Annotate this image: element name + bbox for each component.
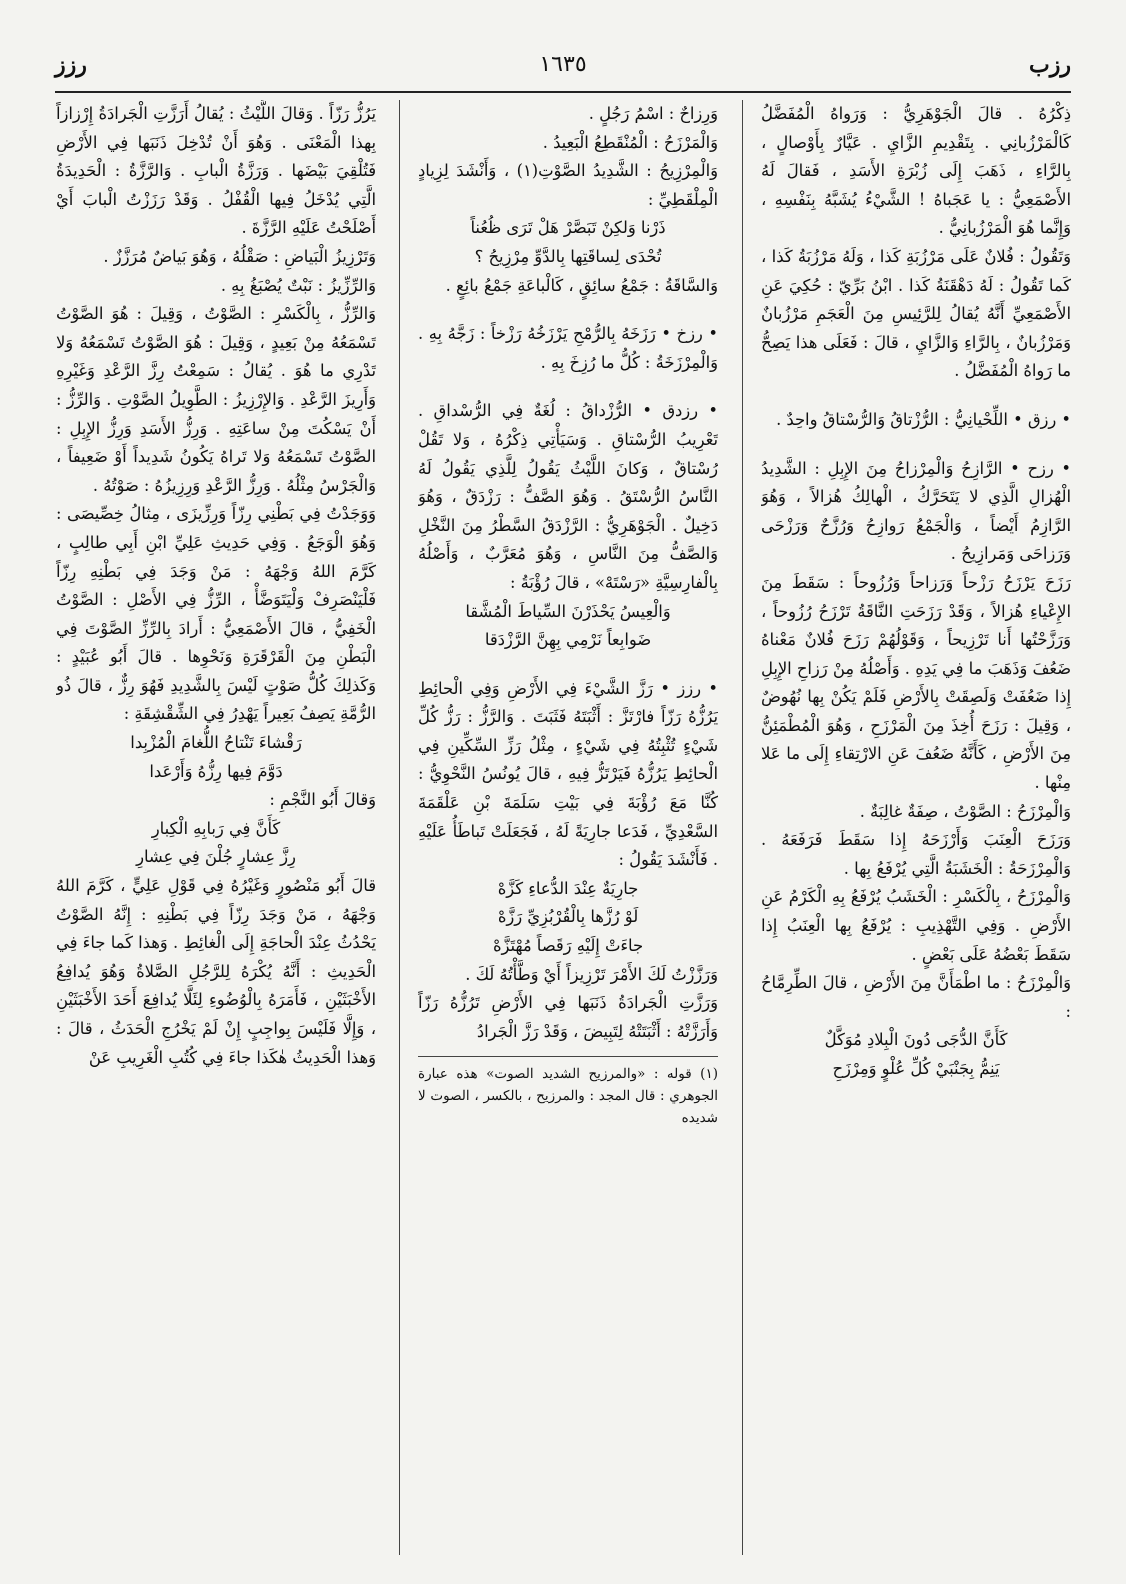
entry-paragraph: وَالسَّاقَةُ : جَمْعُ سائِقٍ ، كَالْباعَةِ جَمْعُ بائِعٍ .: [445, 275, 718, 295]
verse-line: ضَوابِعاً نَرْمِي بِهِنَّ الرَّزْدَقا: [484, 630, 652, 650]
column-divider: [399, 100, 400, 1555]
verse-line: يَنِمُّ بِجَنْبَيْ كُلِّ عُلْوٍ وَمِرْزَحِ: [832, 1059, 1000, 1078]
dictionary-entry: • رزز • رَزَّ الشَّيْءَ فِي الأَرْضِ وَفِي الْحائِطِ يَرُزُّهُ رَزّاً فارْتَزَّ : أَثْبَتَهُ فَثَبَتَ . وَالرَّزُّ : رَزُّ كُلِّ شَيْءٍ تُثْبِتُهُ فِي شَيْءٍ ، مِثْلُ رَزِّ السِّكِّينِ فِي الْحائِطِ يَرُزُّهُ فَيَرْتَزُّ فِيهِ ، قالَ يُونُسُ النَّحْوِيُّ : كُنَّا مَعَ رُؤْبَةَ فِي بَيْتِ سَلَمَةَ بْنِ عَلْقَمَةَ السَّعْدِيِّ ، فَدَعا جارِيَةً لَهُ ، فَجَعَلَتْ تَباطَأُ عَلَيْهِ . فَأَنْشَدَ يَقُولُ :: [418, 678, 718, 870]
verse-line: وَالْعِيسُ يَحْذَرْنَ السِّياطَ الْمُشَّقا: [465, 601, 671, 621]
verse-quotation: [56, 729, 376, 786]
entry-paragraph: قالَ أَبُو مَنْصُورٍ وَغَيْرُهُ فِي قَوْلِ عَلِيٍّ ، كَرَّمَ اللهُ وَجْهَهُ ، مَنْ وَجَدَ رِزّاً فِي بَطْنِهِ : إِنَّهُ الصَّوْتُ يَحْدُثُ عِنْدَ الْحاجَةِ إِلَى الْغائِطِ . وَهذا كَما جاءَ فِي الْحَدِيثِ : أَنَّهُ يُكْرَهُ لِلرَّجُلِ الصَّلاةُ وَهُوَ يُدافِعُ الأَخْبَثَيْنِ ، فَأَمَرَهُ بِالْوُضُوءِ لِئَلَّا يُدافِعَ أَحَدَ الأَخْبَثَيْنِ ، وَإِلَّا فَلَيْسَ بِواجِبٍ إِنْ لَمْ يَخْرُجِ الْحَدَثُ ، قالَ : وَهذا الْحَدِيثُ هٰكَذا جاءَ فِي كُتُبِ الْغَرِيبِ عَنْ: [56, 876, 376, 1067]
entry-paragraph: وَالرِّزُّ ، بِالْكَسْرِ : الصَّوْتُ ، وَقِيلَ : هُوَ الصَّوْتُ تَسْمَعُهُ مِنْ بَعِيدٍ ، وَقِيلَ : هُوَ الصَّوْتُ تَسْمَعُهُ وَلا تَدْرِي ما هُوَ . يُقالُ : سَمِعْتُ رِزَّ الرَّعْدِ وَغَيْرِهِ وَأَرِيزَ الرَّعْدِ . وَالإِرْزِيزُ : الطَّوِيلُ الصَّوْتِ . وَالرِّزُّ : أَنْ يَسْكُتَ مِنْ ساعَتِهِ . وَرِزُّ الأَسَدِ وَرِزُّ الإِبِلِ : الصَّوْتُ تَسْمَعُهُ وَلا تَراهُ يَكُونُ شَدِيداً أَوْ ضَعِيفاً ، وَالْجَرْسُ مِثْلُهُ . وَرِزُّ الرَّعْدِ وَرِزِيزُهُ : صَوْتُهُ .: [56, 304, 376, 495]
text-column-left: [56, 100, 376, 1555]
verse-line: دَوَّمَ فِيها رِزُّهُ وَأَرْعَدا: [149, 761, 283, 781]
verse-quotation: [418, 875, 718, 961]
entry-paragraph: وَالرِّزِّيزُ : نَبْتٌ يُصْبَغُ بِهِ .: [220, 275, 376, 295]
page-header: [55, 52, 1071, 92]
footnote: (١) قوله : «والمرزيح الشديد الصوت» هذه عبارة الجوهري : قال المجد : والمرزيح ، بالكسر ، الصوت لا شديده: [418, 1056, 718, 1129]
page-number: ١٦٣٥: [539, 52, 587, 77]
entry-paragraph: وَالْمِرْزَحُ ، بِالْكَسْرِ : الْخَشَبُ يُرْفَعُ بِهِ الْكَرْمُ عَنِ الأَرْضِ . وَفِي التَّهْذِيبِ : يُرْفَعُ بِها الْعِنَبُ إِذا سَقَطَ بَعْضُهُ عَلَى بَعْضٍ .: [761, 887, 1071, 964]
running-head-first-entry: رزب: [1029, 52, 1071, 78]
text-column-middle: [418, 100, 718, 1555]
entry-paragraph: وَالْمِرْزَحُ : ما اطْمَأَنَّ مِنَ الأَرْضِ ، قالَ الطِّرِمَّاحُ :: [761, 973, 1071, 1021]
entry-paragraph: ذِكْرُهُ . قالَ الْجَوْهَرِيُّ : وَرَواهُ الْمُفَضَّلُ كَالْمَرْزُبانِي . بِتَقْدِيمِ الزَّايِ . عَيَّارٌ بِأَوْصالٍ ، بِالرَّاءِ ، ذَهَبَ إِلَى زُبْرَةِ الأَسَدِ ، فَقالَ لَهُ الأَصْمَعِيُّ : يا عَجَباهُ ! الشَّيْءُ يُشَبَّهُ بِنَفْسِهِ ، وَإِنَّما هُوَ الْمَرْزُبانِيُّ .: [761, 104, 1071, 238]
entry-paragraph: وَتَقُولُ : فُلانٌ عَلَى مَرْزُبَةِ كَذا ، وَلَهُ مَرْزُبَةُ كَذا ، كَما تَقُولُ : لَهُ دَهْقَنَةُ كَذا . ابْنُ بَرِّيّ : حُكِيَ عَنِ الأَصْمَعِيِّ أَنَّهُ يُقالُ لِلرَّئِيسِ مِنَ الْعَجَمِ مَرْزُبانٌ وَمَرْزُبانٌ ، بِالرَّاءِ وَالزَّايِ ، قالَ : فَعَلَى هذا يَصِحُّ ما رَواهُ الْمُفَضَّلُ .: [761, 246, 1071, 381]
verse-quotation: [56, 815, 376, 872]
entry-paragraph: وَقالَ أَبُو النَّجْمِ :: [269, 790, 376, 810]
verse-quotation: [418, 214, 718, 271]
entry-paragraph: وَالْمِرْزَحُ : الصَّوْتُ ، صِفَةٌ غالِبَةٌ .: [859, 801, 1071, 821]
entry-paragraph: وَرَزَحَ الْعِنَبَ وَأَرْزَحَهُ إِذا سَقَطَ فَرَفَعَهُ . وَالْمِرْزَحَةُ : الْخَشَبَةُ الَّتِي يُرْفَعُ بِها .: [761, 830, 1071, 878]
entry-paragraph: وَوَجَدْتُ فِي بَطْنِي رِزّاً وَرِزِّيزَى ، مِثالُ خِصِّيصَى : وَهُوَ الْوَجَعُ . وَفِي حَدِيثِ عَلِيِّ ابْنِ أَبِي طالِبٍ ، كَرَّمَ اللهُ وَجْهَهُ : مَنْ وَجَدَ فِي بَطْنِهِ رِزّاً فَلْيَنْصَرِفْ وَلْيَتَوَضَّأْ ، الرِّزُّ فِي الأَصْلِ : الصَّوْتُ الْخَفِيُّ ، قالَ الأَصْمَعِيُّ : أَرادَ بِالرِّزِّ الصَّوْتَ فِي الْبَطْنِ مِنَ الْقَرْقَرَةِ وَنَحْوِها . قالَ أَبُو عُبَيْدٍ : وَكَذلِكَ كُلُّ صَوْتٍ لَيْسَ بِالشَّدِيدِ فَهُوَ رِزٌّ ، قالَ ذُو الرُّمَّةِ يَصِفُ بَعِيراً يَهْدِرُ فِي الشِّقْشِقَةِ :: [56, 504, 376, 724]
dictionary-entry: • رزح • الرَّازِحُ وَالْمِرْزاحُ مِنَ الإِبِلِ : الشَّدِيدُ الْهُزالِ الَّذِي لا يَتَحَرَّكُ ، الْهالِكُ هُزالاً ، وَهُوَ الرَّازِمُ أَيْضاً ، وَالْجَمْعُ رَوازِحُ وَرُزَّحٌ وَرَزْحَى وَرَزاحَى وَمَرازِيحُ .: [761, 458, 1071, 564]
column-divider: [742, 100, 743, 1555]
verse-quotation: [761, 1026, 1071, 1083]
entry-paragraph: وَالْمَرْزَحُ : الْمُنْقَطِعُ الْبَعِيدُ .: [542, 132, 718, 152]
entry-paragraph: وَرَزَّتِ الْجَرادَةُ ذَنَبَها فِي الأَرْضِ تَرُزُّهُ رَزّاً وَأَرَزَّتْهُ : أَثْبَتَتْهُ لِتَبِيضَ ، وَقَدْ رَزَّ الْجَرادُ: [418, 993, 718, 1041]
verse-line: تُحْدَى لِساقَتِها بِالدَّوِّ مِرْزِيحُ ؟: [474, 246, 662, 266]
entry-paragraph: وَالْمِرْزِيحُ : الشَّدِيدُ الصَّوْتِ(١) ، وَأَنْشَدَ لِزِيادٍ الْمِلْقَطِيِّ :: [418, 161, 718, 209]
verse-line: رَقْشاءَ تَنْتاحُ اللُّغامَ الْمُزْبِدا: [130, 733, 302, 753]
verse-line: ذَرْنا وَلكِنْ تَبَصَّرْ هَلْ تَرَى ظُعُناً: [470, 218, 666, 238]
verse-line: كَأَنَّ فِي رَبابِهِ الْكِبارِ: [151, 818, 281, 838]
entry-paragraph: يَرُزُّ رَزّاً . وَقالَ اللَّيْثُ : يُقالُ أَرَزَّتِ الْجَرادَةُ إِرْزازاً بِهذا الْمَعْنَى . وَهُوَ أَنْ تُدْخِلَ ذَنَبَها فِي الأَرْضِ فَتُلْقِيَ بَيْضَها . وَرَزَّةُ الْبابِ . وَالرَّزَّةُ : الْحَدِيدَةُ الَّتِي يُدْخَلُ فِيها الْقُفْلُ . وَقَدْ رَزَزْتُ الْبابَ أَيْ أَصْلَحْتُ عَلَيْهِ الرَّزَّةَ .: [56, 104, 376, 238]
verse-line: جاءَتْ إِلَيْهِ رَقَصاً مُهْتَزَّهْ: [492, 936, 644, 956]
running-head-last-entry: رزز: [55, 52, 87, 78]
entry-paragraph: رَزَحَ يَرْزَحُ رَزْحاً وَرَزاحاً وَرُزُوحاً : سَقَطَ مِنَ الإِعْياءِ هُزالاً ، وَقَدْ رَزَحَتِ النَّاقَةُ تَرْزَحُ رُزُوحاً ، وَرَزَّحْتُها أَنا تَرْزِيحاً ، وَقَوْلُهُمْ رَزَحَ فُلانٌ مَعْناهُ ضَعُفَ وَذَهَبَ ما فِي يَدِهِ . وَأَصْلُهُ مِنْ رَزاحِ الإِبِلِ إِذا ضَعُفَتْ وَلَصِقَتْ بِالأَرْضِ فَلَمْ يَكُنْ بِها نُهُوضٌ ، وَقِيلَ : رَزَحَ أُخِذَ مِنَ الْمَرْزَحِ ، وَهُوَ الْمُطْمَئِنُّ مِنَ الأَرْضِ ، كَأَنَّهُ ضَعُفَ عَنِ الارْتِقاءِ إِلَى ما عَلا مِنْها .: [761, 572, 1071, 793]
dictionary-entry: • رزخ • رَزَخَهُ بِالرُّمْحِ يَرْزَخُهُ رَزْخاً : زَجَّهُ بِهِ . وَالْمِرْزَخَةُ : كُلُّ ما رُزِخَ بِهِ .: [418, 324, 718, 372]
entry-paragraph: وَتَرْزِيزُ الْبَياضِ : صَقْلُهُ ، وَهُوَ بَياضٌ مُرَزَّزٌ .: [103, 246, 376, 266]
dictionary-entry: • رزق • اللِّحْيانِيُّ : الرُّزْتاقُ وَالرُّسْتاقُ واحِدٌ .: [776, 409, 1071, 429]
verse-line: جارِيَةٌ عِنْدَ الدُّعاءِ كَزَّهْ: [497, 878, 639, 898]
verse-line: رِزَّ عِشارٍ جُلْنَ فِي عِشارِ: [136, 847, 296, 867]
header-rule: [55, 91, 1071, 93]
verse-line: كَأَنَّ الدُّجَى دُونَ الْبِلادِ مُوَكَّلٌ: [824, 1030, 1008, 1050]
text-column-right: [761, 100, 1071, 1555]
dictionary-entry: • رزدق • الرُّزْداقُ : لُغَةٌ فِي الرُّسْداقِ . تَعْرِيبُ الرُّسْتاقِ . وَسَيَأْتِي ذِكْرُهُ ، وَلا تَقُلْ رُسْتاقٌ ، وَكانَ اللَّيْثُ يَقُولُ لِلَّذِي يَقُولُ لَهُ النَّاسُ الرُّسْتَقُ . وَهُوَ الصَّفُّ : رَزْدَقٌ ، وَهُوَ دَخِيلٌ . الْجَوْهَرِيُّ : الرَّزْدَقُ السَّطْرُ مِنَ النَّخْلِ وَالصَّفُّ مِنَ النَّاسِ ، وَهُوَ مُعَرَّبٌ ، وَأَصْلُهُ بِالْفارِسِيَّةِ «رَسْتَهْ» ، قالَ رُؤْبَةُ :: [418, 401, 718, 592]
entry-paragraph: وَرَزَّزْتُ لَكَ الأَمْرَ تَرْزِيزاً أَيْ وَطَّأْتُهُ لَكَ .: [465, 964, 718, 984]
verse-line: لَوْ رُزَّها بِالْقُرْبُزِيِّ رَزَّهْ: [497, 907, 639, 927]
verse-quotation: [418, 598, 718, 655]
entry-paragraph: وَرِزاحٌ : اسْمُ رَجُلٍ .: [588, 104, 718, 123]
